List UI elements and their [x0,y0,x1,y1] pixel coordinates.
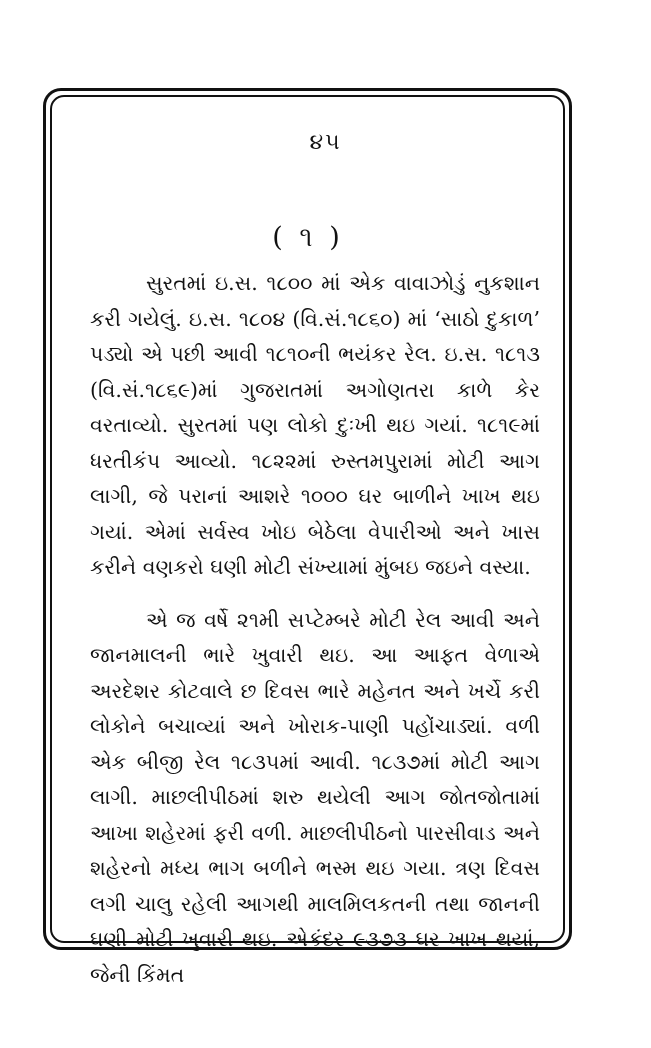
section-number: ( ૧ ) [272,222,344,253]
body-text [90,266,540,993]
page-number: ૪૫ [309,130,342,155]
paragraph: એ જ વર્ષે ૨૧મી સપ્ટેમ્બરે મોટી રેલ આવી અને જાનમાલની ભારે ખુવારી થઇ. આ આફત વેળાએ અરદેશર કોટવાલે છ દિવસ ભારે મહેનત અને ખર્ચે કરી લોકોને બચાવ્યાં અને ખોરાક-પાણી પહોંચાડ્યાં. વળી એક બીજી રેલ ૧૮૩૫માં આવી. ૧૮૩૭માં મોટી આગ લાગી. માછલીપીઠમાં શરુ થયેલી આગ જોતજોતામાં આખા શહેરમાં ફરી વળી. માછલીપીઠનો પારસીવાડ અને શહેરનો મધ્ય ભાગ બળીને ભસ્મ થઇ ગયા. ત્રણ દિવસ લગી ચાલુ રહેલી આગથી માલમિલકતની તથા જાનની ઘણી મોટી ખુવારી થઇ. એકંદર ૯૩૭૩ ઘર ખાખ થયાં, જેની કિંમત [90,607,540,987]
paragraph: સુરતમાં ઇ.સ. ૧૮૦૦ માં એક વાવાઝોડું નુકશાન કરી ગયેલું. ઇ.સ. ૧૮૦૪ (વિ.સં.૧૮૬૦) માં ‘સાઠો દુકાળ’ પડ્યો એ પછી આવી ૧૮૧૦ની ભયંકર રેલ. ઇ.સ. ૧૮૧૩ (વિ.સં.૧૮૬૯)માં ગુજરાતમાં અગોણતરા કાળે કેર વરતાવ્યો. સુરતમાં પણ લોકો દુઃખી થઇ ગયાં. ૧૮૧૯માં ધરતીકંપ આવ્યો. ૧૮૨૨માં રુસ્તમપુરામાં મોટી આગ લાગી, જે પરાનાં આશરે ૧૦૦૦ ઘર બાળીને ખાખ થઇ ગયાં. એમાં સર્વસ્વ ખોઇ બેઠેલા વેપારીઓ અને ખાસ કરીને વણકરો ઘણી મોટી સંખ્યામાં મુંબઇ જઇને વસ્યા. [90,271,540,579]
